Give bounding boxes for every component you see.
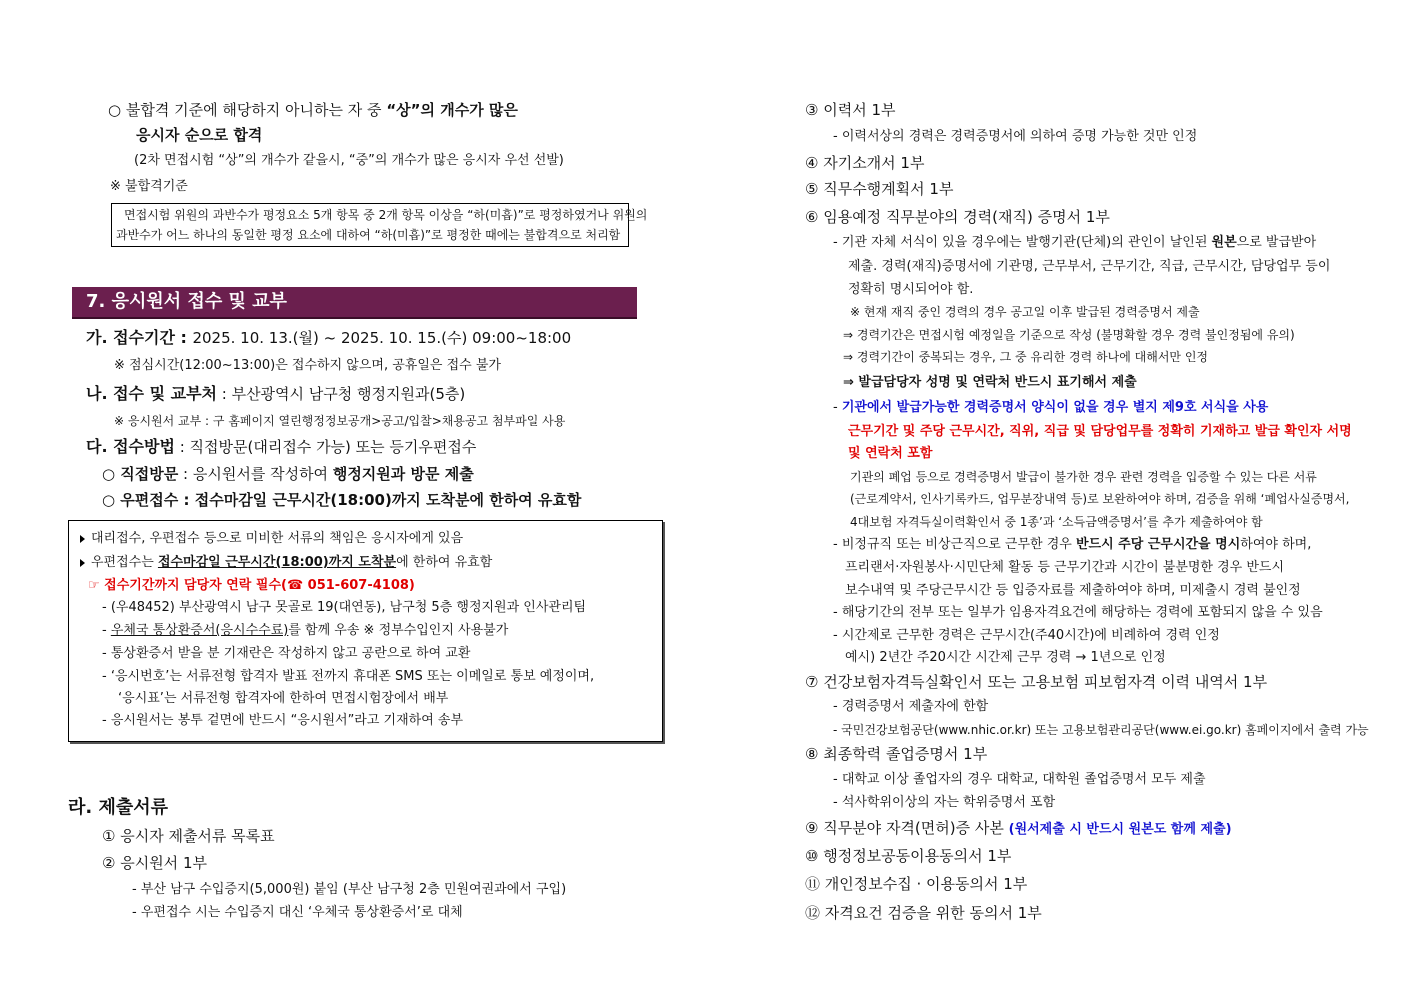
doc-6-line5: ⇒ 경력기간은 면접시험 예정일을 기준으로 작성 (불명확할 경우 경력 불인정됨에 유의) — [843, 328, 1295, 342]
doc-4: ④ 자기소개서 1부 — [805, 154, 925, 172]
doc-6-line9: 근무기간 및 주당 근무시간, 직위, 직급 및 담당업무를 정확히 기재하고 발급 확인자 서명 — [848, 424, 1352, 439]
notice-exchange: - 통상환증서 받을 분 기재란은 작성하지 않고 공란으로 하여 교환 — [102, 646, 471, 661]
doc-6-line3: 정확히 명시되어야 함. — [848, 282, 974, 297]
doc-7-line1: - 경력증명서 제출자에 한함 — [833, 699, 989, 714]
doc-11: ⑪ 개인정보수집 · 이용동의서 1부 — [805, 875, 1028, 893]
doc-6-line4: ※ 현재 재직 중인 경력의 경우 공고일 이후 발급된 경력증명서 제출 — [850, 305, 1200, 319]
doc-6-line6: ⇒ 경력기간이 중복되는 경우, 그 중 유리한 경력 하나에 대해서만 인정 — [843, 350, 1209, 364]
notice-address: - (우48452) 부산광역시 남구 못골로 19(대연동), 남구청 5층 행정지원과 인사관리팀 — [102, 600, 587, 615]
receipt-method: 다. 접수방법 : 직접방문(대리접수 가능) 또는 등기우편접수 — [86, 437, 477, 456]
doc-6-line1: - 기관 자체 서식이 있을 경우에는 발행기관(단체)의 관인이 날인된 원본으로 발급받아 — [833, 235, 1317, 250]
section-ra-title: 라. 제출서류 — [68, 797, 169, 818]
doc-6-line19: 예시) 2년간 주20시간 시간제 근무 경력 → 1년으로 인정 — [845, 650, 1166, 665]
doc-6-line13: 4대보험 자격득실이력확인서 중 1종’과 ‘소득금액증명서’를 추가 제출하여야 함 — [850, 515, 1263, 529]
doc-6-line2: 제출. 경력(재직)증명서에 기관명, 근무부서, 근무기간, 직급, 근무시간, 담당업무 등이 — [848, 259, 1331, 274]
doc-3-note: - 이력서상의 경력은 경력증명서에 의하여 증명 가능한 것만 인정 — [833, 129, 1198, 144]
doc-6-line12: (근로계약서, 인사기록카드, 업무분장내역 등)로 보완하여야 하며, 검증을 위해 ‘폐업사실증명서, — [850, 492, 1350, 506]
fail-criteria-label: ※ 불합격기준 — [110, 179, 188, 194]
notice-contact: ☞ 접수기간까지 담당자 연락 필수(☎ 051-607-4108) — [88, 578, 415, 593]
doc-6-line8: - 기관에서 발급가능한 경력증명서 양식이 없을 경우 별지 제9호 서식을 사용 — [833, 400, 1269, 415]
doc-7-line2: - 국민건강보험공단(www.nhic.or.kr) 또는 고용보험관리공단(www.ei.go.kr) 홈페이지에서 출력 가능 — [833, 723, 1369, 737]
doc-2-mail: - 우편접수 시는 수입증지 대신 ‘우체국 통상환증서’로 대체 — [132, 905, 463, 920]
notice-2: 우편접수는 접수마감일 근무시간(18:00)까지 도착분에 한하여 유효함 — [80, 554, 492, 572]
notice-ticket: ‘응시표’는 서류전형 합격자에 한하여 면접시험장에서 배부 — [118, 691, 449, 706]
receipt-direct: ○ 직접방문 : 응시원서를 작성하여 행정지원과 방문 제출 — [102, 465, 474, 483]
notice-number: - ‘응시번호’는 서류전형 합격자 발표 전까지 휴대폰 SMS 또는 이메일로 통보 예정이며, — [102, 669, 595, 684]
notice-money-order: - 우체국 통상환증서(응시수수료)를 함께 우송 ※ 정부수입인지 사용불가 — [102, 623, 509, 638]
receipt-mail: ○ 우편접수 : 접수마감일 근무시간(18:00)까지 도착분에 한하여 유효함 — [102, 491, 582, 509]
doc-1: ① 응시자 제출서류 목록표 — [102, 827, 275, 845]
fail-criteria-text2: 과반수가 어느 하나의 동일한 평정 요소에 대하여 “하(미흡)”로 평정한 때에는 불합격으로 처리함 — [116, 228, 621, 242]
doc-2: ② 응시원서 1부 — [102, 854, 207, 872]
pass-criteria-line1: ○ 불합격 기준에 해당하지 아니하는 자 중 “상”의 개수가 많은 — [108, 101, 518, 119]
doc-10: ⑩ 행정정보공동이용동의서 1부 — [805, 847, 1012, 865]
receipt-place: 나. 접수 및 교부처 : 부산광역시 남구청 행정지원과(5층) — [86, 384, 466, 403]
doc-6-line11: 기관의 폐업 등으로 경력증명서 발급이 불가한 경우 관련 경력을 입증할 수 있는 다른 서류 — [850, 470, 1317, 484]
receipt-period-note: ※ 점심시간(12:00~13:00)은 접수하지 않으며, 공휴일은 접수 불가 — [114, 358, 501, 373]
notice-1: 대리접수, 우편접수 등으로 미비한 서류의 책임은 응시자에게 있음 — [80, 530, 463, 548]
doc-7: ⑦ 건강보험자격득실확인서 또는 고용보험 피보험자격 이력 내역서 1부 — [805, 673, 1268, 691]
doc-6-line10: 및 연락처 포함 — [848, 446, 933, 461]
pass-criteria-line2: 응시자 순으로 합격 — [136, 126, 263, 144]
receipt-period: 가. 접수기간 : 2025. 10. 13.(월) ~ 2025. 10. 15.(수) 09:00~18:00 — [86, 328, 572, 347]
notice-envelope: - 응시원서는 봉투 겉면에 반드시 “응시원서”라고 기재하여 송부 — [102, 713, 464, 728]
fail-criteria-text1: 면접시험 위원의 과반수가 평정요소 5개 항목 중 2개 항목 이상을 “하(미흡)”로 평정하였거나 위원의 — [124, 208, 648, 222]
doc-12: ⑫ 자격요건 검증을 위한 동의서 1부 — [805, 904, 1042, 922]
doc-3: ③ 이력서 1부 — [805, 101, 896, 119]
doc-5: ⑤ 직무수행계획서 1부 — [805, 180, 954, 198]
doc-6: ⑥ 임용예정 직무분야의 경력(재직) 증명서 1부 — [805, 208, 1110, 226]
doc-9: ⑨ 직무분야 자격(면허)증 사본 (원서제출 시 반드시 원본도 함께 제출) — [805, 819, 1232, 837]
doc-8-line2: - 석사학위이상의 자는 학위증명서 포함 — [833, 795, 1056, 810]
doc-6-line16: 보수내역 및 주당근무시간 등 입증자료를 제출하여야 하며, 미제출시 경력 불인정 — [845, 583, 1301, 598]
section-7-header: 7. 응시원서 접수 및 교부 — [72, 287, 637, 319]
pass-criteria-note: (2차 면접시험 “상”의 개수가 같을시, “중”의 개수가 많은 응시자 우선 선발) — [134, 153, 564, 168]
doc-2-stamp: - 부산 남구 수입증지(5,000원) 붙임 (부산 남구청 2층 민원여권과에서 구입) — [132, 882, 567, 897]
doc-8: ⑧ 최종학력 졸업증명서 1부 — [805, 745, 988, 763]
doc-8-line1: - 대학교 이상 졸업자의 경우 대학교, 대학원 졸업증명서 모두 제출 — [833, 772, 1206, 787]
doc-6-line14: - 비정규직 또는 비상근직으로 근무한 경우 반드시 주당 근무시간을 명시하여야 하며, — [833, 537, 1312, 552]
doc-6-line17: - 해당기간의 전부 또는 일부가 임용자격요건에 해당하는 경력에 포함되지 않을 수 있음 — [833, 605, 1323, 620]
doc-6-line18: - 시간제로 근무한 경력은 근무시간(주40시간)에 비례하여 경력 인정 — [833, 628, 1220, 643]
doc-6-line15: 프리랜서·자원봉사·시민단체 활동 등 근무기간과 시간이 불분명한 경우 반드시 — [845, 560, 1285, 575]
receipt-place-note: ※ 응시원서 교부 : 구 홈페이지 열린행정정보공개>공고/입찰>채용공고 첨부파일 사용 — [114, 414, 566, 428]
doc-6-line7: ⇒ 발급담당자 성명 및 연락처 반드시 표기해서 제출 — [843, 375, 1137, 390]
